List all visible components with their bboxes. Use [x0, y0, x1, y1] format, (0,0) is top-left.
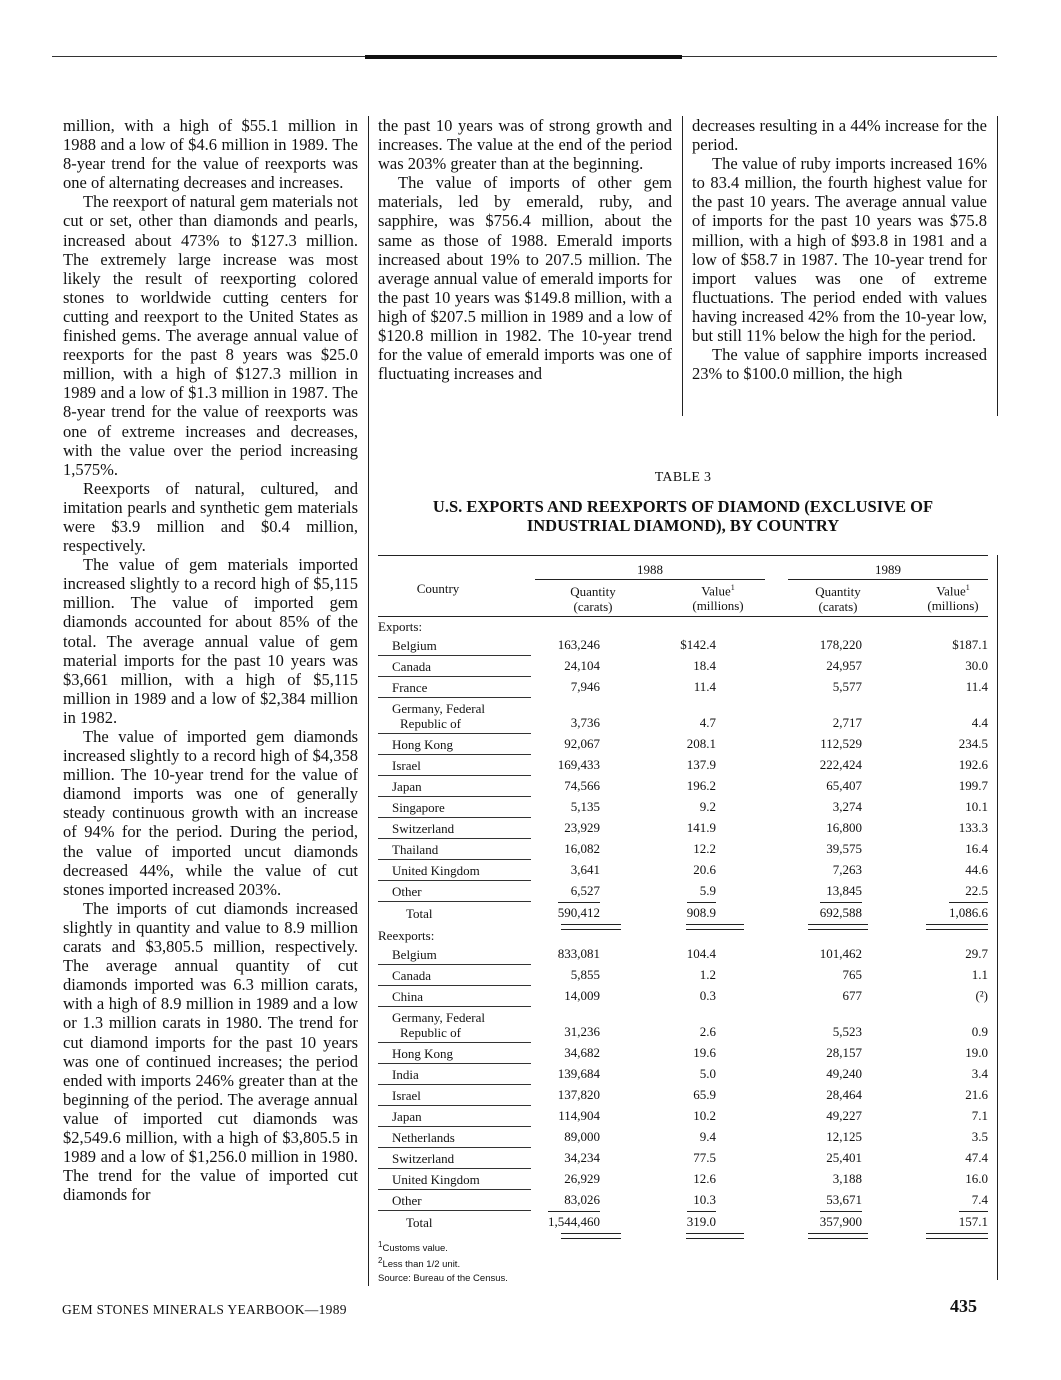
footnote-1 — [378, 1240, 448, 1254]
right-margin-line — [997, 116, 998, 416]
quantity-1989-cell: 3,274 — [832, 799, 862, 814]
value-1988-cell: 18.4 — [693, 658, 716, 673]
country-cell — [392, 638, 437, 653]
country-name: Hong Kong — [392, 737, 454, 752]
value-1989-cell: 44.6 — [965, 862, 988, 877]
value-1989-cell: 30.0 — [965, 658, 988, 673]
value-1988-cell: 137.9 — [686, 757, 716, 772]
table-title — [378, 497, 988, 535]
quantity-1988-cell: 114,904 — [558, 1108, 600, 1123]
value-1989-cell: 4.4 — [971, 715, 988, 730]
value-1989-cell: 234.5 — [958, 736, 988, 751]
total-double-rule — [808, 1233, 868, 1239]
quantity-1989-cell: 101,462 — [819, 946, 862, 961]
country-name: Netherlands — [392, 1130, 455, 1145]
text-column-3 — [692, 116, 987, 383]
quantity-1988-cell: 14,009 — [564, 988, 600, 1003]
total-double-rule — [926, 924, 988, 930]
total-double-rule — [686, 1233, 744, 1239]
country-name: Germany, Federal — [392, 701, 486, 716]
header-text: Quantity — [570, 584, 616, 599]
value-header-1988 — [673, 580, 763, 613]
country-cell — [392, 1067, 419, 1082]
quantity-1988-cell: 163,246 — [557, 637, 600, 652]
value-1989-cell: 3.4 — [971, 1066, 988, 1081]
value-1989-cell: 192.6 — [958, 757, 988, 772]
paragraph: million, with a high of $55.1 million in 1988 and a low of $4.6 million in 1989. The 8-year trend for the value of reexports was one of alternating decreases and increases. — [63, 116, 358, 193]
country-cell — [392, 947, 437, 962]
country-cell — [392, 1046, 453, 1061]
quantity-1988-cell: 26,929 — [564, 1171, 600, 1186]
value-1988-cell: 65.9 — [693, 1087, 716, 1102]
country-cell — [392, 989, 423, 1004]
value-1989-cell: 3.5 — [971, 1129, 988, 1144]
value-1989-cell: 199.7 — [958, 778, 988, 793]
value-1988-cell: 9.2 — [699, 799, 716, 814]
country-cell — [392, 1193, 422, 1208]
table-label: TABLE 3 — [654, 470, 712, 485]
quantity-header-1988 — [548, 584, 638, 614]
quantity-1989-cell: 53,671 — [826, 1192, 862, 1207]
quantity-1988-cell: 137,820 — [557, 1087, 600, 1102]
quantity-1988-cell: 24,104 — [564, 658, 600, 673]
footnote-text: Less than 1/2 unit. — [382, 1259, 461, 1271]
country-cell — [392, 737, 453, 752]
quantity-1989-cell: 28,464 — [826, 1087, 862, 1102]
country-cell — [392, 884, 422, 899]
country-header: Country — [416, 581, 460, 596]
country-name: Thailand — [392, 842, 439, 857]
table-row — [378, 656, 988, 677]
text-column-2 — [378, 116, 672, 383]
country-name: United Kingdom — [392, 1172, 480, 1187]
quantity-1989-total: 357,900 — [820, 1211, 862, 1230]
paragraph: The value of ruby imports increased 16% to 83.4 million, the fourth highest value for the past 10 years. The average annual value of imports for the past 10 years was $75.8 million, with a high of $93.8 in 1981 and a low of $58.7 in 1987. The 10-year trend for import values was one of extreme fluctuations. The period ended with values having increased 42% from the 10-year low, but still 11% below the high for the period. — [692, 154, 987, 346]
table-row — [378, 860, 988, 881]
country-cell — [392, 758, 421, 773]
quantity-1988-cell: 92,067 — [564, 736, 600, 751]
quantity-1989-cell: 677 — [842, 988, 862, 1003]
value-1988-cell: 208.1 — [686, 736, 716, 751]
paragraph: Reexports of natural, cultured, and imitation pearls and synthetic gem materials were $3.9 million and $0.4 million, respectively. — [63, 478, 358, 556]
footnote-text: Customs value. — [382, 1243, 448, 1255]
value-1989-cell: 0.9 — [971, 1024, 988, 1039]
value-1989-cell: 16.0 — [965, 1171, 988, 1186]
header-text: Value — [936, 583, 966, 599]
quantity-1988-cell: 31,236 — [564, 1024, 600, 1039]
table-row — [378, 1148, 988, 1169]
country-name: United Kingdom — [392, 863, 480, 878]
value-1989-cell: 133.3 — [958, 820, 988, 835]
country-cell — [392, 863, 480, 878]
quantity-1988-cell: 169,433 — [557, 757, 600, 772]
country-name-continued: Republic of — [400, 716, 462, 731]
country-name: Switzerland — [392, 1151, 455, 1166]
value-1988-total: 908.9 — [687, 902, 716, 921]
quantity-1989-cell: 24,957 — [826, 658, 862, 673]
quantity-1988-cell: 5,855 — [570, 967, 600, 982]
quantity-1989-cell: 765 — [842, 967, 862, 982]
quantity-1988-cell: 16,082 — [564, 841, 600, 856]
quantity-1989-cell: 3,188 — [832, 1171, 862, 1186]
country-name: Belgium — [392, 947, 437, 962]
country-name: Germany, Federal — [392, 1010, 486, 1025]
paragraph: The reexport of natural gem materials not cut or set, other than diamonds and pearls, increased about 473% to $127.3 million. The extremely large increase was most likely the result of reexporting colored stones to worldwide cutting centers for cutting and reexport to the United States as finished gems. The average annual value of reexports for the past 8 years was $25.0 million, with a high of $127.3 million in 1989 and a low of $1.3 million in 1987. The 8-year trend for the value of reexports was one of extreme increases and decreases, with the value over the period increasing 1,575%. — [63, 192, 358, 479]
table-title-line: U.S. EXPORTS AND REEXPORTS OF DIAMOND (EXCLUSIVE OF — [432, 497, 934, 516]
quantity-1989-cell: 2,717 — [832, 715, 862, 730]
value-1989-cell: 47.4 — [965, 1150, 988, 1165]
value-1988-cell: 9.4 — [699, 1129, 716, 1144]
value-1988-cell: 2.6 — [699, 1024, 716, 1039]
table-row — [378, 839, 988, 860]
country-name: Other — [392, 1193, 422, 1208]
quantity-1988-cell: 34,682 — [564, 1045, 600, 1060]
quantity-1989-total: 692,588 — [820, 902, 862, 921]
table-row — [378, 1007, 988, 1043]
value-1989-cell: 22.5 — [965, 883, 988, 898]
table-row — [378, 1064, 988, 1085]
quantity-1989-cell: 222,424 — [819, 757, 862, 772]
paragraph: the past 10 years was of strong growth and increases. The value at the end of the period was 203% greater than at the beginning. — [378, 116, 672, 174]
total-double-rule — [686, 924, 744, 930]
value-1988-cell: 5.9 — [699, 883, 716, 898]
value-1989-cell: 16.4 — [965, 841, 988, 856]
country-cell — [392, 1088, 421, 1103]
quantity-1989-cell: 7,263 — [832, 862, 862, 877]
footnote-mark: 2 — [378, 1256, 383, 1265]
paragraph: The value of sapphire imports increased 23% to $100.0 million, the high — [692, 345, 987, 384]
country-name: India — [392, 1067, 419, 1082]
value-1989-cell: 11.4 — [965, 679, 988, 694]
quantity-1989-cell: 5,523 — [832, 1024, 862, 1039]
value-header-1989 — [908, 580, 998, 613]
country-name: Japan — [392, 1109, 422, 1124]
column-divider — [682, 116, 683, 416]
value-1988-cell: 12.2 — [693, 841, 716, 856]
quantity-1988-cell: 6,527 — [570, 883, 600, 898]
paragraph: The value of imported gem diamonds increased slightly to a record high of $4,358 million. The 10-year trend for the value of diamond imports was one of generally steady continuous growth with an increase of 94% for the period. During the period, the value of imported uncut diamonds decreased 44%, while the value of cut stones imported increased 203%. — [63, 727, 358, 899]
value-1989-cell: 10.1 — [965, 799, 988, 814]
country-name: Singapore — [392, 800, 445, 815]
total-double-rule — [561, 924, 621, 930]
table-row — [378, 881, 988, 902]
reexports-section-label: Reexports: — [378, 928, 435, 943]
table-row — [378, 755, 988, 776]
quantity-1989-cell: 25,401 — [826, 1150, 862, 1165]
value-1989-cell: $187.1 — [952, 637, 988, 652]
value-1988-cell: 5.0 — [699, 1066, 716, 1081]
quantity-1989-cell: 65,407 — [826, 778, 862, 793]
value-1988-cell: 1.2 — [699, 967, 716, 982]
country-name: Belgium — [392, 638, 437, 653]
value-1988-cell: 10.3 — [693, 1192, 716, 1207]
table-top-rule — [378, 555, 988, 556]
paragraph: The value of imports of other gem materials, led by emerald, ruby, and sapphire, was $756.4 million, about the same as those of 1988. Emerald imports increased about 19% to 207.5 million. The average annual value of emerald imports for the past 10 years was $149.8 million, with a high of $207.5 million in 1989 and a low of $120.8 million in 1982. The 10-year trend for the value of emerald imports was one of fluctuating increases and — [378, 173, 672, 384]
exports-section-label: Exports: — [378, 619, 423, 634]
country-name: Japan — [392, 779, 422, 794]
column-divider — [368, 116, 369, 1286]
value-1988-cell: 77.5 — [693, 1150, 716, 1165]
header-text: (carats) — [573, 599, 613, 614]
country-cell — [392, 821, 454, 836]
quantity-1988-cell: 83,026 — [564, 1192, 600, 1207]
country-cell — [392, 1130, 455, 1145]
table-row — [378, 1043, 988, 1064]
table-row — [378, 797, 988, 818]
text-column-1 — [63, 116, 358, 1204]
paragraph: The value of gem materials imported increased slightly to a record high of $5,115 million. The value of imported gem diamonds accounted for about 85% of the total. The average annual value of gem material imports for the past 10 years was $3,661 million, with a high of $5,115 million in 1989 and a low of $2,384 million in 1982. — [63, 555, 358, 727]
table-row — [378, 965, 988, 986]
country-name: Israel — [392, 758, 421, 773]
year-header-1988: 1988 — [637, 562, 663, 577]
total-double-rule — [808, 924, 868, 930]
right-margin-line — [997, 555, 998, 1280]
quantity-1988-cell: 23,929 — [564, 820, 600, 835]
quantity-1989-cell: 49,227 — [826, 1108, 862, 1123]
value-1989-total: 1,086.6 — [949, 902, 988, 921]
total-double-rule — [926, 1233, 988, 1239]
table-row — [378, 635, 988, 656]
value-1989-cell: 1.1 — [971, 967, 988, 982]
quantity-1988-total: 590,412 — [558, 902, 600, 921]
quantity-1989-cell: 5,577 — [832, 679, 862, 694]
table-row — [378, 698, 988, 734]
value-1988-cell: 20.6 — [693, 862, 716, 877]
footnote-2 — [378, 1256, 460, 1270]
quantity-1989-cell: 112,529 — [820, 736, 862, 751]
country-cell — [392, 1010, 485, 1040]
value-1988-cell: 0.3 — [699, 988, 716, 1003]
table-total-row — [378, 902, 988, 924]
table-row — [378, 677, 988, 698]
value-1989-cell: 21.6 — [965, 1087, 988, 1102]
value-1988-cell: 4.7 — [699, 715, 716, 730]
table-row — [378, 1169, 988, 1190]
value-1988-cell: 141.9 — [686, 820, 716, 835]
header-text — [673, 580, 763, 598]
quantity-1989-cell: 12,125 — [826, 1129, 862, 1144]
footnote-mark: 1 — [378, 1240, 383, 1249]
total-double-rule — [561, 1233, 621, 1239]
country-cell — [392, 659, 431, 674]
quantity-1988-cell: 3,736 — [570, 715, 600, 730]
country-cell — [392, 680, 427, 695]
paragraph: The imports of cut diamonds increased slightly in quantity and value to 8.9 million carats and $3,805.5 million, respectively. The average annual quantity of cut diamonds imported was 6.3 million carats, with a high of 8.9 million in 1989 and a low or 1.3 million carats in 1980. The trend for cut diamond imports for the past 10 years was one of continued increases; the period ended with imports 246% greater than at the beginning of the period. The average annual value of imported cut diamonds was $2,549.6 million, with a high of $3,805.5 in 1989 and a low of $1,256.0 million in 1980. The trend for the value of imported cut diamonds for — [63, 898, 358, 1205]
value-1989-cell: 7.4 — [971, 1192, 988, 1207]
table-row — [378, 1106, 988, 1127]
quantity-1988-cell: 139,684 — [557, 1066, 600, 1081]
value-1989-cell: 19.0 — [965, 1045, 988, 1060]
quantity-1988-cell: 833,081 — [557, 946, 600, 961]
header-text: (millions) — [927, 598, 979, 614]
value-1988-cell: 196.2 — [686, 778, 716, 793]
country-cell — [392, 800, 445, 815]
quantity-1988-total: 1,544,460 — [548, 1211, 600, 1230]
value-1989-total: 157.1 — [959, 1211, 988, 1230]
table-row — [378, 1127, 988, 1148]
country-name: Canada — [392, 968, 431, 983]
country-name-continued: Republic of — [400, 1025, 462, 1040]
country-name: Hong Kong — [392, 1046, 454, 1061]
country-name: Canada — [392, 659, 431, 674]
table-row — [378, 776, 988, 797]
running-footer: GEM STONES MINERALS YEARBOOK—1989 — [62, 1302, 347, 1317]
quantity-1989-cell: 39,575 — [826, 841, 862, 856]
quantity-1988-cell: 74,566 — [564, 778, 600, 793]
table-row — [378, 818, 988, 839]
country-name: Switzerland — [392, 821, 455, 836]
country-cell — [392, 968, 431, 983]
quantity-1988-cell: 3,641 — [570, 862, 600, 877]
value-1988-cell: 10.2 — [693, 1108, 716, 1123]
country-cell — [392, 779, 422, 794]
page-number: 435 — [950, 1296, 977, 1316]
footnote-mark: 1 — [730, 583, 735, 592]
quantity-1988-cell: 89,000 — [564, 1129, 600, 1144]
total-label: Total — [406, 906, 433, 921]
paragraph: decreases resulting in a 44% increase for the period. — [692, 116, 987, 155]
value-1988-cell: 12.6 — [693, 1171, 716, 1186]
header-text: Quantity — [815, 584, 861, 599]
quantity-1989-cell: 13,845 — [826, 883, 862, 898]
year-header-1989: 1989 — [875, 562, 901, 577]
table-source: Source: Bureau of the Census. — [378, 1273, 508, 1284]
country-name: China — [392, 989, 424, 1004]
value-1988-cell: 19.6 — [693, 1045, 716, 1060]
header-text: (millions) — [692, 598, 744, 614]
country-cell — [392, 1172, 480, 1187]
table-row — [378, 734, 988, 755]
value-1989-cell: 7.1 — [971, 1108, 988, 1123]
country-cell — [392, 1151, 454, 1166]
value-1989-cell: (²) — [975, 988, 988, 1003]
country-cell — [392, 1109, 422, 1124]
quantity-1988-cell: 34,234 — [564, 1150, 600, 1165]
table-row — [378, 944, 988, 965]
quantity-1989-cell: 28,157 — [826, 1045, 862, 1060]
country-cell — [392, 842, 438, 857]
header-bottom-rule — [378, 616, 988, 617]
quantity-1988-cell: 5,135 — [570, 799, 600, 814]
table-row — [378, 1190, 988, 1211]
value-1989-cell: 29.7 — [965, 946, 988, 961]
country-cell — [392, 701, 485, 731]
top-rule-bold — [365, 55, 682, 59]
country-name: Other — [392, 884, 422, 899]
total-label: Total — [406, 1215, 433, 1230]
value-1988-cell: 11.4 — [693, 679, 716, 694]
value-1988-cell: 104.4 — [686, 946, 716, 961]
table-total-row — [378, 1211, 988, 1233]
footnote-mark: 1 — [965, 583, 970, 592]
table-title-line: INDUSTRIAL DIAMOND), BY COUNTRY — [526, 516, 840, 535]
value-1988-cell: $142.4 — [680, 637, 716, 652]
table-row — [378, 1085, 988, 1106]
country-name: Israel — [392, 1088, 421, 1103]
quantity-1988-cell: 7,946 — [570, 679, 600, 694]
quantity-1989-cell: 16,800 — [826, 820, 862, 835]
value-1988-total: 319.0 — [687, 1211, 716, 1230]
quantity-1989-cell: 178,220 — [819, 637, 862, 652]
quantity-header-1989 — [793, 584, 883, 614]
table-row — [378, 986, 988, 1007]
header-text — [908, 580, 998, 598]
country-name: France — [392, 680, 428, 695]
quantity-1989-cell: 49,240 — [826, 1066, 862, 1081]
header-text: (carats) — [818, 599, 858, 614]
header-text: Value — [701, 583, 731, 599]
